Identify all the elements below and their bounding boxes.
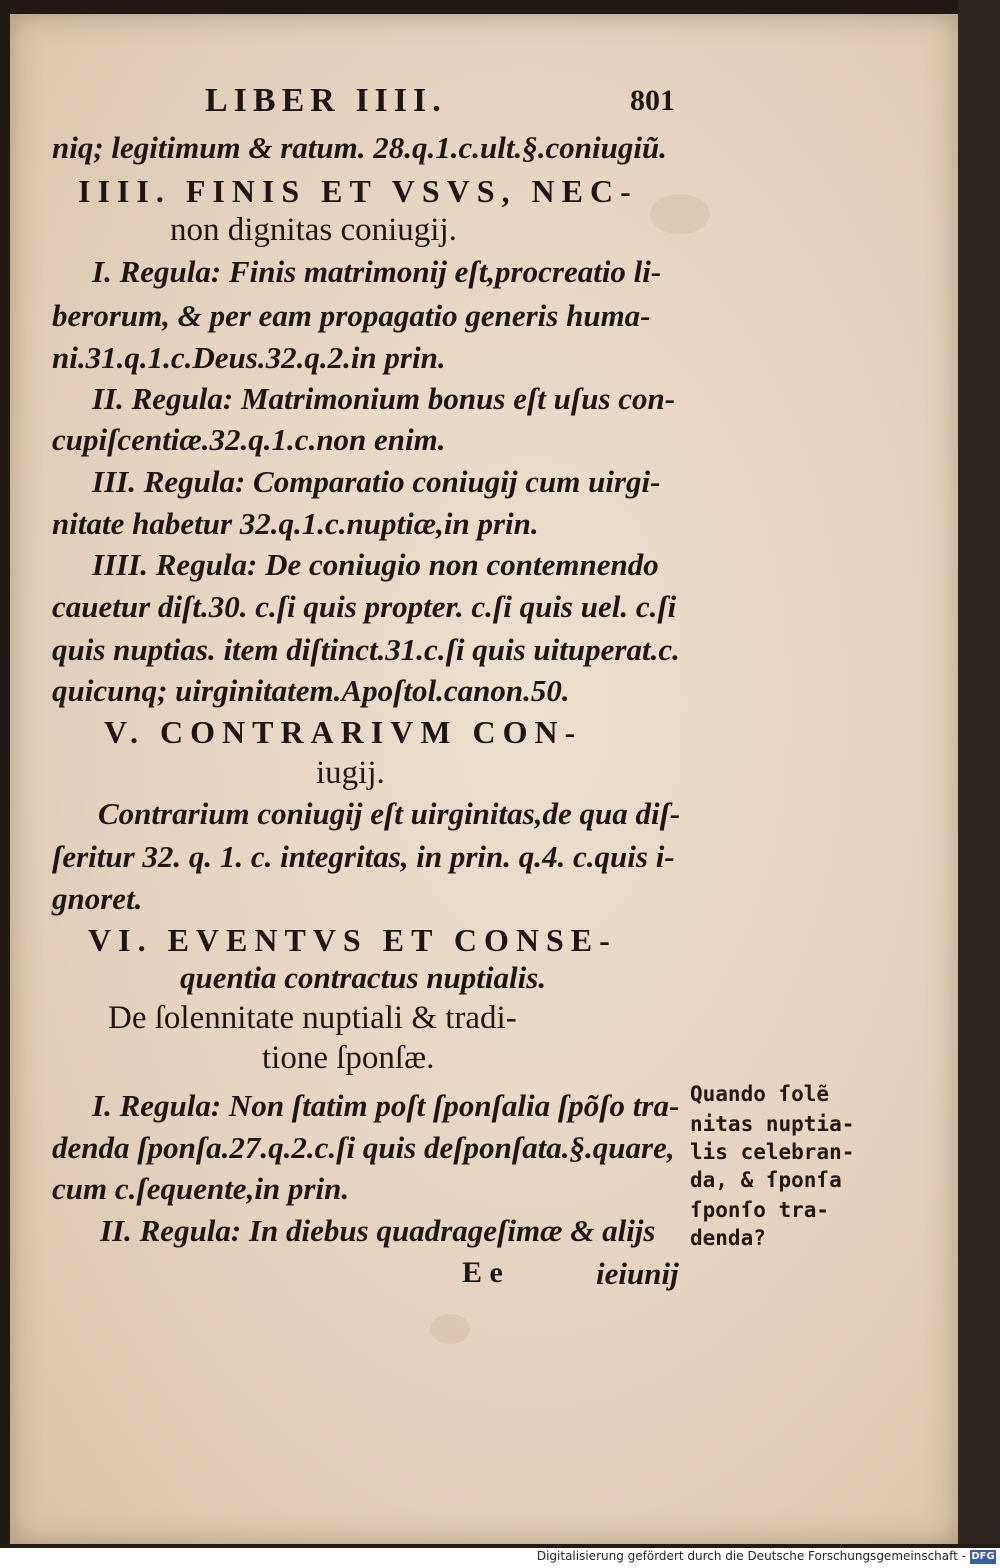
section-heading: IIII. FINIS ET VSVS, NEC-	[78, 173, 638, 209]
margin-note-line: lis celebran-	[690, 1140, 855, 1164]
book-page	[10, 14, 958, 1544]
margin-note-line: nitas nuptia-	[690, 1112, 855, 1136]
paper-stain	[430, 1314, 470, 1344]
margin-note-line: denda?	[690, 1226, 766, 1250]
running-title: LIBER IIII.	[205, 82, 447, 119]
margin-note-line: da, & ſponſa	[690, 1168, 842, 1192]
text-line: niq; legitimum & ratum. 28.q.1.c.ult.§.coniugiũ.	[52, 130, 667, 165]
signature-mark: E e	[462, 1256, 503, 1289]
section-subheading: quentia contractus nuptialis.	[180, 960, 547, 995]
catchword: ieiunij	[596, 1256, 679, 1291]
text-line: IIII. Regula: De coniugio non contemnendo	[92, 547, 659, 582]
margin-note-line: Quando ſolẽ	[690, 1082, 830, 1106]
text-line: Contrarium coniugij eſt uirginitas,de qua diſ-	[98, 796, 681, 831]
text-line: cupiſcentiæ.32.q.1.c.non enim.	[52, 422, 446, 457]
text-line: II. Regula: Matrimonium bonus eſt uſus con-	[92, 381, 676, 416]
section-heading: VI. EVENTVS ET CONSE-	[88, 922, 617, 958]
section-heading: non dignitas coniugij.	[170, 212, 457, 248]
text-line: I. Regula: Non ſtatim poſt ſponſalia ſpõſo tra-	[92, 1088, 680, 1123]
margin-note-line: ſponſo tra-	[690, 1198, 830, 1222]
dfg-logo: DFG	[971, 1551, 995, 1562]
text-line: I. Regula: Finis matrimonij eſt,procreatio li-	[92, 254, 662, 289]
section-heading: iugij.	[316, 755, 385, 791]
text-line: ſeritur 32. q. 1. c. integritas, in prin. q.4. c.quis i-	[52, 839, 675, 874]
text-line: gnoret.	[52, 881, 143, 916]
text-line: quis nuptias. item diſtinct.31.c.ſi quis uituperat.c.	[52, 632, 680, 667]
book-spine-edge	[958, 0, 1000, 1544]
page-number: 801	[630, 84, 675, 117]
section-heading: V. CONTRARIVM CON-	[104, 714, 583, 750]
section-heading: tione ſponſæ.	[262, 1040, 435, 1076]
text-line: nitate habetur 32.q.1.c.nuptiæ,in prin.	[52, 506, 539, 541]
paper-stain	[650, 194, 710, 234]
text-line: denda ſponſa.27.q.2.c.ſi quis deſponſata.§.quare,	[52, 1130, 675, 1165]
section-heading: De ſolennitate nuptiali & tradi-	[108, 1000, 517, 1036]
digitization-credit: Digitalisierung gefördert durch die Deutsche Forschungsgemeinschaft -	[536, 1549, 966, 1563]
text-line: II. Regula: In diebus quadrageſimæ & alijs	[100, 1213, 656, 1248]
text-line: berorum, & per eam propagatio generis huma-	[52, 298, 651, 333]
text-line: III. Regula: Comparatio coniugij cum uirgi-	[92, 464, 661, 499]
text-line: cum c.ſequente,in prin.	[52, 1171, 350, 1206]
text-line: quicunq; uirginitatem.Apoſtol.canon.50.	[52, 673, 570, 708]
text-line: cauetur diſt.30. c.ſi quis propter. c.ſi quis uel. c.ſi	[52, 589, 677, 624]
text-line: ni.31.q.1.c.Deus.32.q.2.in prin.	[52, 340, 446, 375]
